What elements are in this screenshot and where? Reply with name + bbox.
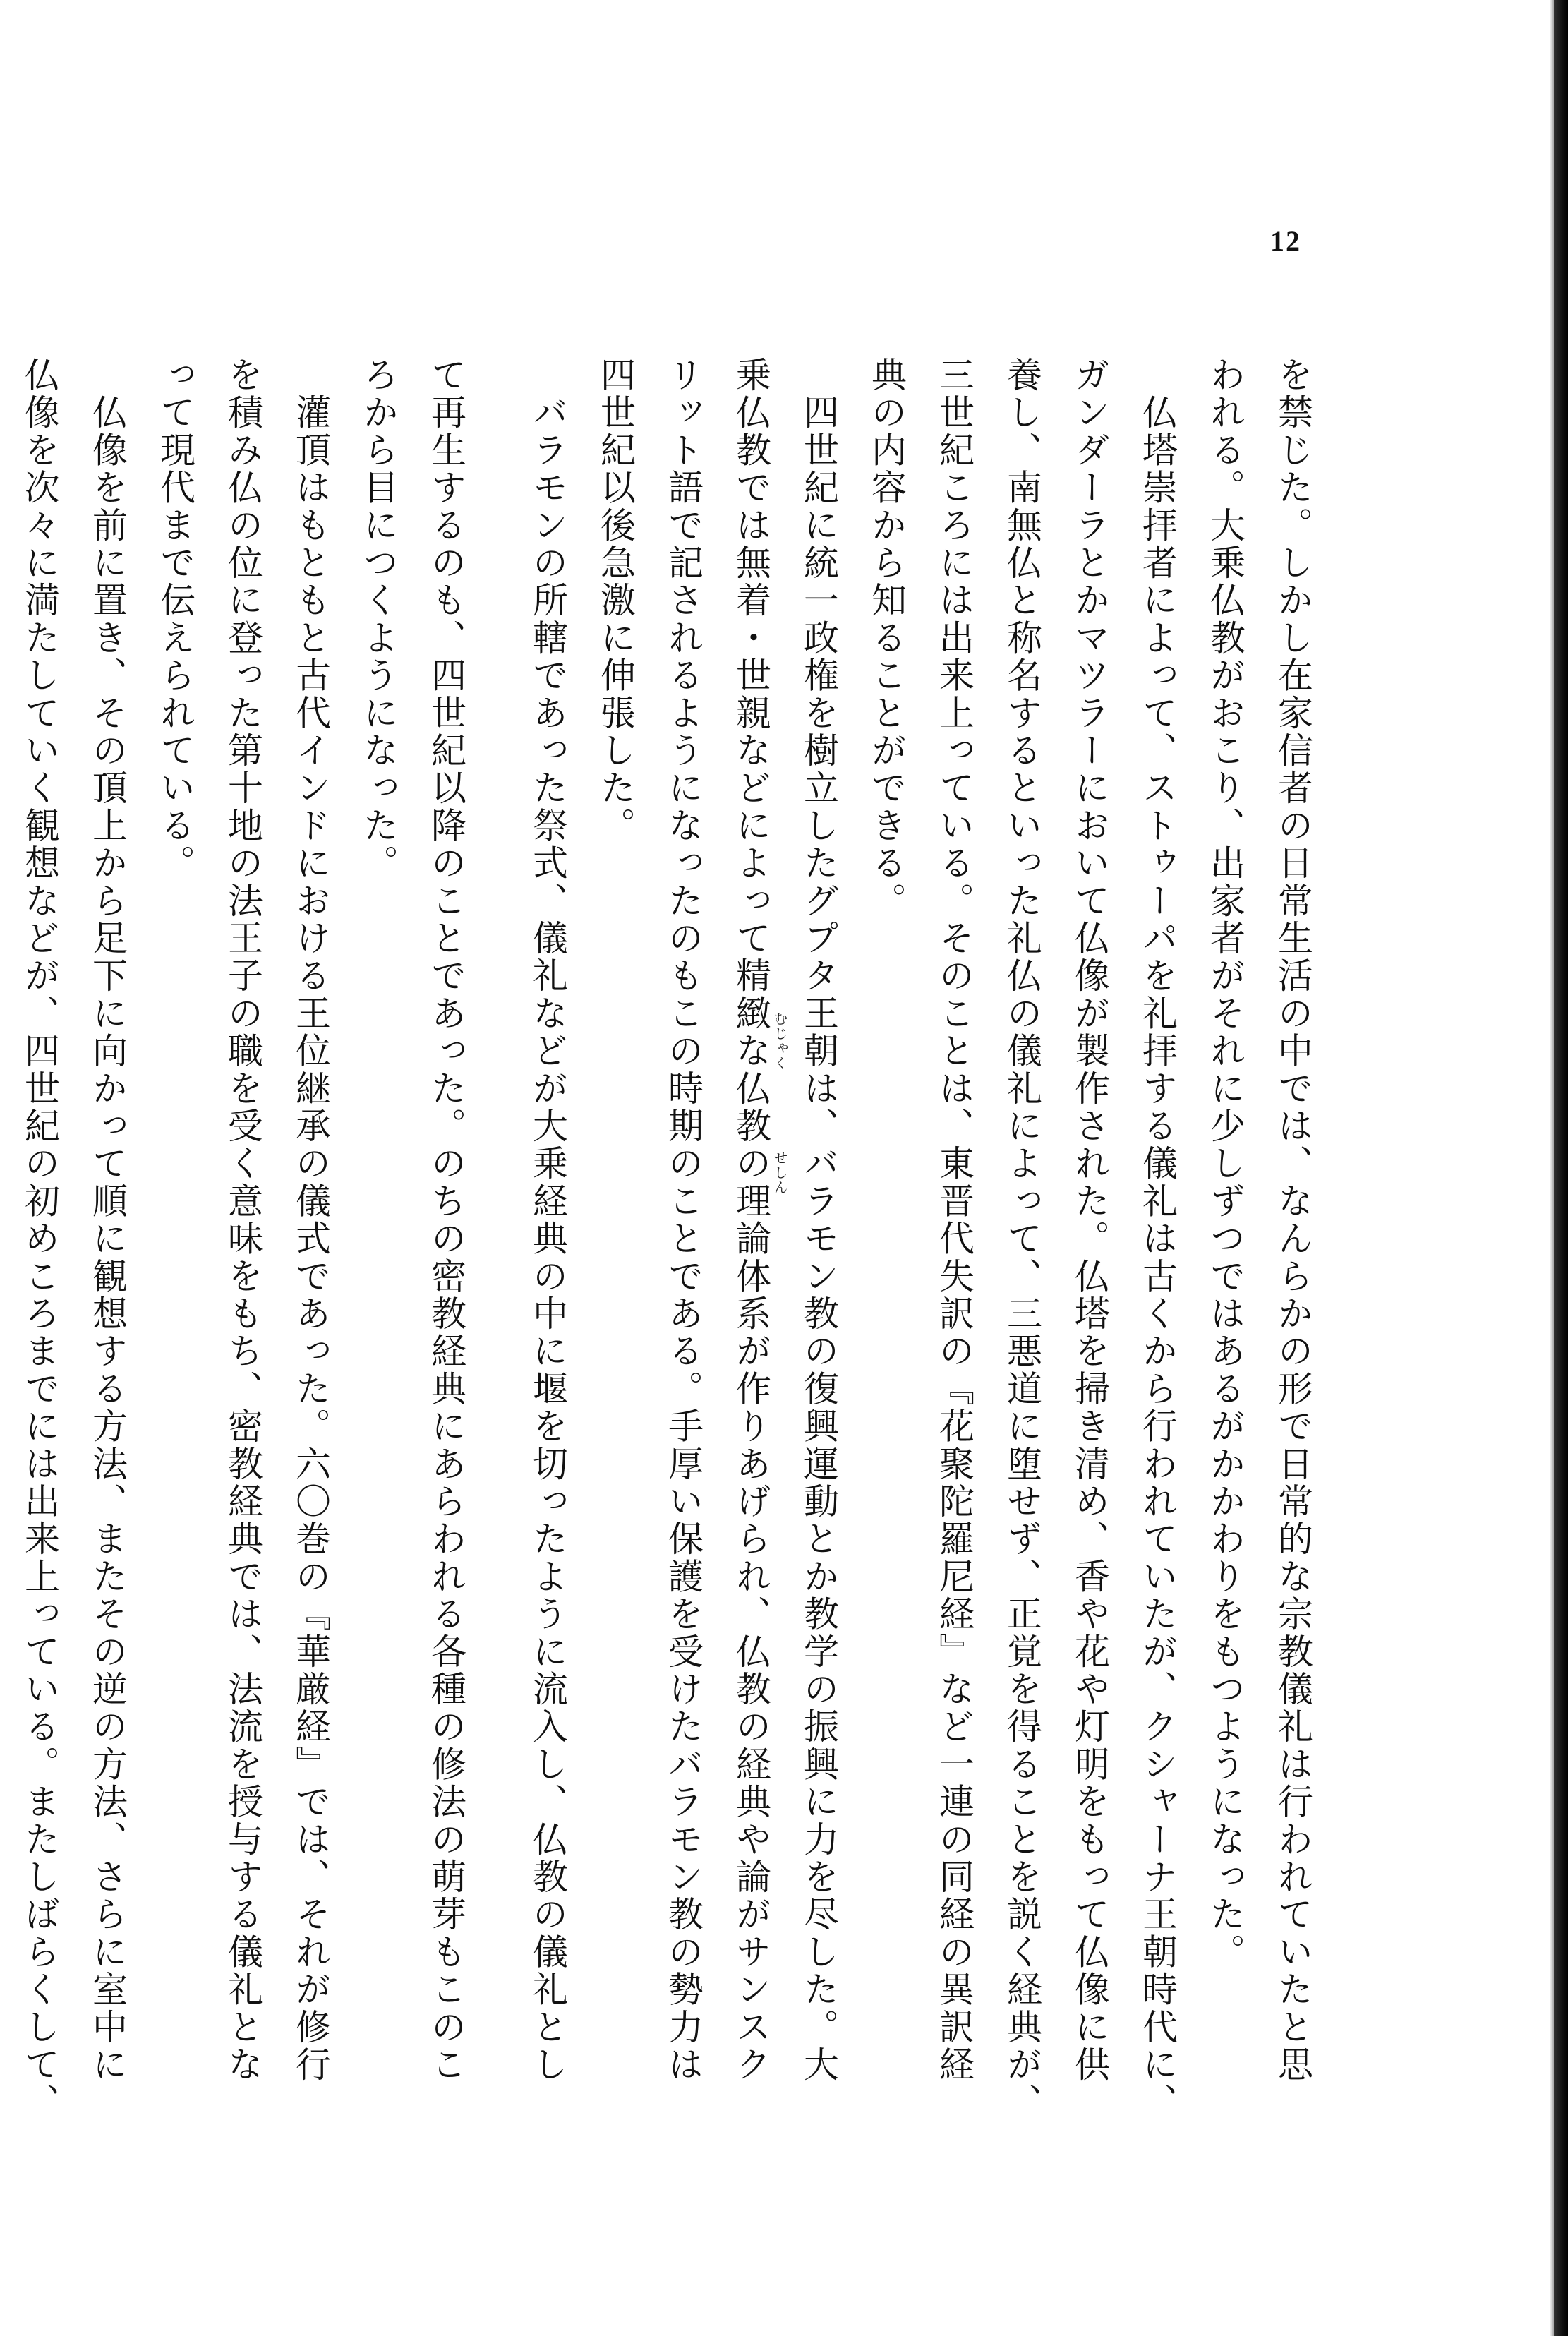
furigana-seshin: せしん: [771, 1150, 788, 1195]
text-line: われる。大乗仏教がおこり、出家者がそれに少しずつではあるがかかわりをもつようになった。: [1205, 356, 1246, 1971]
book-spine-edge: [1554, 0, 1568, 2336]
page-number: 12: [1270, 225, 1301, 257]
text-line: 四世紀に統一政権を樹立したグプタ王朝は、バラモン教の復興運動とか教学の振興に力を尽した。大: [798, 356, 839, 2084]
text-line: 三世紀ころには出来上っている。そのことは、東晋代失訳の『花聚陀羅尼経』など一連の同経の異訳経: [934, 356, 975, 2084]
text-line: 乗仏教では無着・世親などによって精緻な仏教の理論体系が作りあげられ、仏教の経典や論がサンスク: [730, 356, 771, 2084]
text-line: 仏塔崇拝者によって、ストゥーパを礼拝する儀礼は古くから行われていたが、クシャーナ王朝時代に、: [1137, 356, 1178, 2121]
text-line: て再生するのも、四世紀以降のことであった。のちの密教経典にあらわれる各種の修法の萌芽もこのこ: [426, 356, 466, 2084]
text-line: って現代まで伝えられている。: [155, 356, 195, 882]
text-line: 仏像を前に置き、その頂上から足下に向かって順に観想する方法、またその逆の方法、さらに室中に: [87, 356, 128, 2084]
text-line: ガンダーラとかマツラーにおいて仏像が製作された。仏塔を掃き清め、香や花や灯明をもって仏像に供: [1069, 356, 1110, 2084]
text-line: を積み仏の位に登った第十地の法王子の職を受く意味をもち、密教経典では、法流を授与する儀礼とな: [222, 356, 263, 2084]
text-line: リット語で記されるようになったのもこの時期のことである。手厚い保護を受けたバラモン教の勢力は: [663, 356, 704, 2084]
text-line: 仏像を次々に満たしていく観想などが、四世紀の初めころまでには出来上っている。またしばらくして、: [19, 356, 60, 2121]
text-line: 灌頂はもともと古代インドにおける王位継承の儀式であった。六〇巻の『華厳経』では、それが修行: [290, 356, 331, 2084]
text-line: ろから目につくようになった。: [358, 356, 399, 882]
text-line: 典の内容から知ることができる。: [866, 356, 907, 920]
text-line: バラモンの所轄であった祭式、儀礼などが大乗経典の中に堰を切ったように流入し、仏教の儀礼とし: [527, 356, 568, 2084]
text-line: 養し、南無仏と称名するといった礼仏の儀礼によって、三悪道に堕せず、正覚を得ることを説く経典が、: [1001, 356, 1042, 2121]
furigana-mujaku: むじゃく: [771, 1011, 788, 1071]
text-line: 四世紀以後急激に伸張した。: [595, 356, 636, 845]
text-line: を禁じた。しかし在家信者の日常生活の中では、なんらかの形で日常的な宗教儀礼は行われていたと思: [1272, 356, 1313, 2084]
